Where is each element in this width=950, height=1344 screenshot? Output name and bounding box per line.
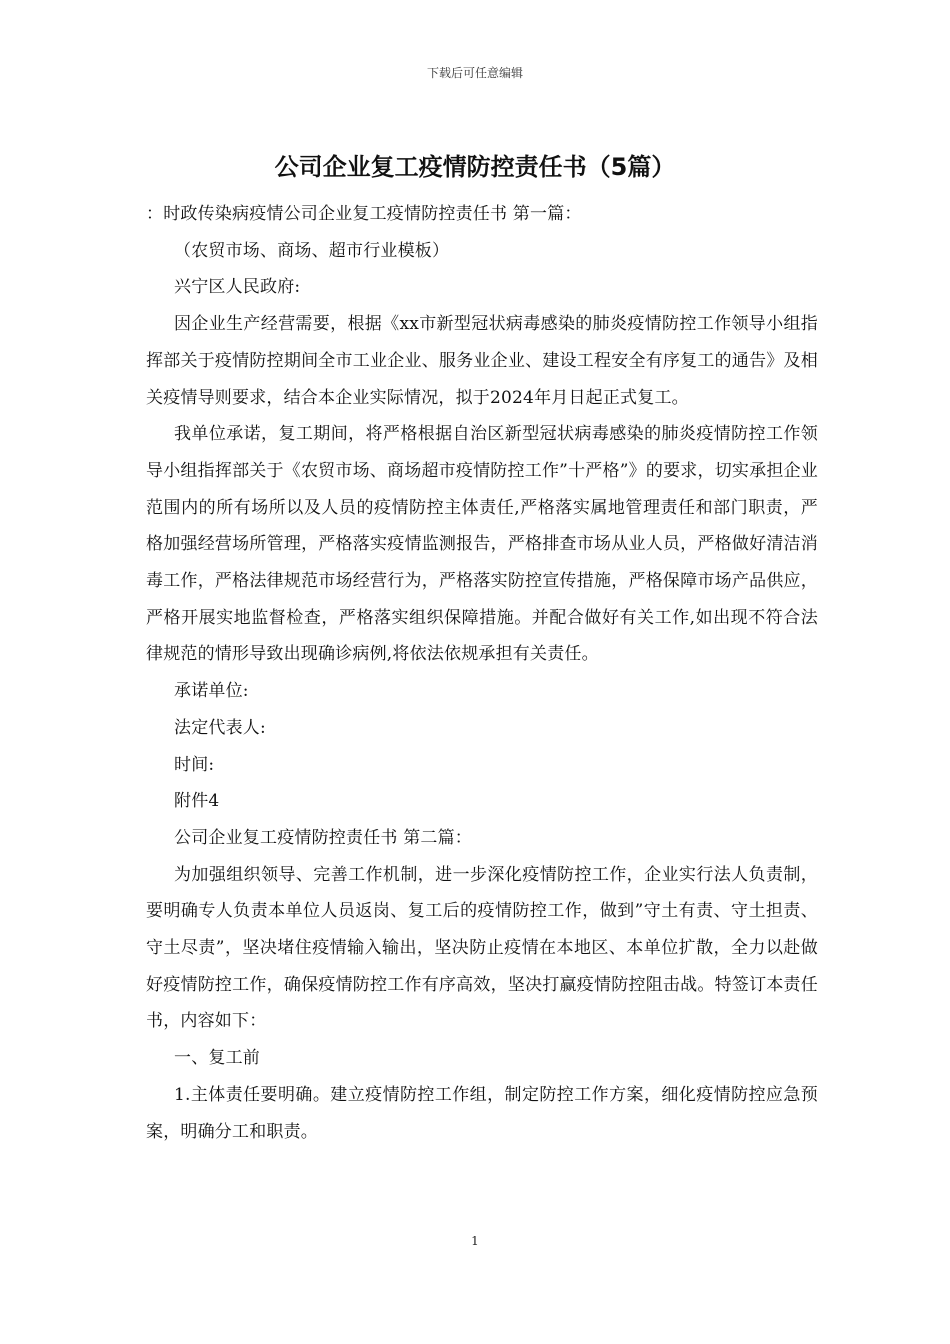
paragraph-section-heading: 一、复工前: [174, 1048, 260, 1069]
paragraph-template-note: （农贸市场、商场、超市行业模板）: [174, 240, 450, 261]
paragraph-item-1: 1.主体责任要明确。建立疫情防控工作组，制定防控工作方案，细化疫情防控应急预案，明确分工和职责。: [146, 1084, 818, 1142]
paragraph-legal-representative: 法定代表人:: [174, 717, 266, 738]
page-number: 1: [471, 1234, 479, 1248]
page-header-note: 下载后可任意编辑: [426, 66, 523, 80]
paragraph-attachment: 附件4: [174, 791, 220, 812]
paragraph-addressee: 兴宁区人民政府:: [174, 277, 301, 298]
paragraph-commitment: 我单位承诺，复工期间，将严格根据自治区新型冠状病毒感染的肺炎疫情防控工作领导小组指挥部关于《农贸市场、商场超市疫情防控工作”十严格”》的要求，切实承担企业范围内的所有场所以及人员的疫情防控主体责任,严格落实属地管理责任和部门职责，严格加强经营场所管理，严格落实疫情监测报告，严格排查市场从业人员，严格做好清洁消毒工作，严格法律规范市场经营行为，严格落实防控宣传措施，严格保障市场产品供应，严格开展实地监督检查，严格落实组织保障措施。并配合做好有关工作,如出现不符合法律规范的情形导致出现确诊病例,将依法依规承担有关责任。: [146, 424, 818, 665]
paragraph-second-intro: 为加强组织领导、完善工作机制，进一步深化疫情防控工作，企业实行法人负责制，要明确专人负责本单位人员返岗、复工后的疫情防控工作，做到”守土有责、守土担责、守土尽责”，坚决堵住疫情输入输出，坚决防止疫情在本地区、本单位扩散，全力以赴做好疫情防控工作，确保疫情防控工作有序高效，坚决打赢疫情防控阻击战。特签订本责任书，内容如下：: [146, 864, 818, 1032]
paragraph-reopening-basis: 因企业生产经营需要，根据《xx市新型冠状病毒感染的肺炎疫情防控工作领导小组指挥部关于疫情防控期间全市工业企业、服务业企业、建设工程安全有序复工的通告》及相关疫情导则要求，结合本企业实际情况，拟于2024年月日起正式复工。: [146, 314, 818, 408]
paragraph-second-title: 公司企业复工疫情防控责任书 第二篇：: [174, 827, 473, 848]
paragraph-source-line: ：时政传染病疫情公司企业复工疫情防控责任书 第一篇：: [146, 204, 582, 224]
document-title: 公司企业复工疫情防控责任书（5篇）: [274, 153, 676, 181]
paragraph-time: 时间:: [174, 754, 215, 775]
paragraph-committing-unit: 承诺单位:: [174, 681, 249, 702]
document-body: [146, 196, 818, 1150]
